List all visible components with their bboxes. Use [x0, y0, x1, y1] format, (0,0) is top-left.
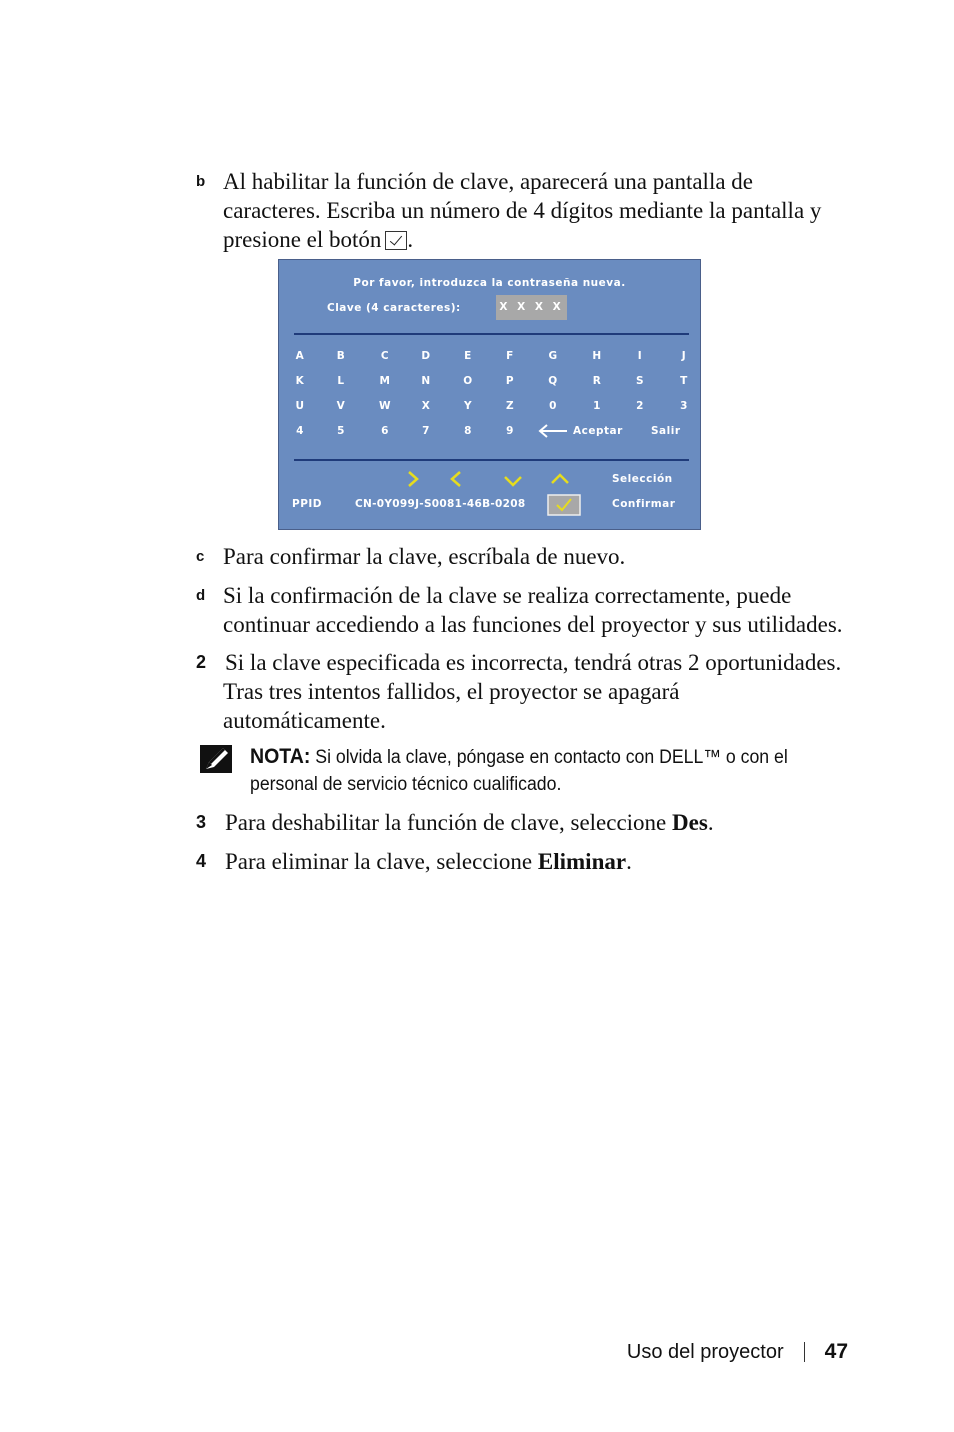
- key-a[interactable]: A: [295, 350, 305, 362]
- key-b[interactable]: B: [336, 350, 346, 362]
- confirm-check-icon: [547, 494, 581, 516]
- osd-title: Por favor, introduzca la contraseña nueva.: [353, 277, 626, 289]
- step-marker: 3: [196, 812, 207, 832]
- divider: [294, 459, 689, 461]
- key-3[interactable]: 3: [680, 400, 688, 412]
- selection-label: Selección: [612, 473, 673, 485]
- step-text: Para deshabilitar la función de clave, seleccione Des.: [225, 810, 714, 835]
- step-marker: c: [196, 548, 205, 565]
- key-t[interactable]: T: [680, 375, 688, 387]
- key-c[interactable]: C: [380, 350, 390, 362]
- key-1[interactable]: 1: [593, 400, 601, 412]
- key-h[interactable]: H: [592, 350, 602, 362]
- step-4: [196, 847, 876, 876]
- backspace-arrow-icon[interactable]: [537, 424, 569, 438]
- key-z[interactable]: Z: [505, 400, 515, 412]
- step-marker: b: [196, 173, 206, 190]
- key-o[interactable]: O: [463, 375, 473, 387]
- step-c: [196, 542, 876, 571]
- key-g[interactable]: G: [548, 350, 558, 362]
- key-6[interactable]: 6: [381, 425, 389, 437]
- key-x[interactable]: X: [421, 400, 431, 412]
- key-4[interactable]: 4: [296, 425, 304, 437]
- confirm-label: Confirmar: [612, 498, 676, 510]
- key-5[interactable]: 5: [337, 425, 345, 437]
- key-k[interactable]: K: [295, 375, 305, 387]
- key-l[interactable]: L: [337, 375, 345, 387]
- up-arrow-icon: [550, 469, 570, 489]
- key-2[interactable]: 2: [636, 400, 644, 412]
- step-marker: 2: [196, 652, 207, 672]
- step-text: Si la clave especificada es incorrecta, tendrá otras 2 oportunidades. Tras tres intentos fallidos, el proyector se apagará automáticamente.: [223, 650, 842, 733]
- key-j[interactable]: J: [681, 350, 687, 362]
- step-text: Al habilitar la función de clave, aparecerá una pantalla de caracteres. Escriba un número de 4 dígitos mediante la pantalla y presione el botón .: [223, 169, 822, 252]
- password-field[interactable]: X X X X: [496, 295, 567, 320]
- key-n[interactable]: N: [421, 375, 431, 387]
- key-q[interactable]: Q: [548, 375, 558, 387]
- right-arrow-icon: [403, 469, 423, 489]
- key-s[interactable]: S: [635, 375, 645, 387]
- note: NOTA: Si olvida la clave, póngase en contacto con DELL™ o con el personal de servicio técnico cualificado.: [250, 745, 788, 795]
- step-text: Si la confirmación de la clave se realiza correctamente, puede continuar accediendo a las funciones del proyector y sus utilidades.: [223, 583, 843, 637]
- key-9[interactable]: 9: [506, 425, 514, 437]
- down-arrow-icon: [503, 471, 523, 491]
- step-text: Para eliminar la clave, seleccione Eliminar.: [225, 849, 632, 874]
- note-lead: NOTA:: [250, 745, 311, 768]
- option-eliminar: Eliminar: [537, 849, 627, 874]
- key-f[interactable]: F: [506, 350, 514, 362]
- key-m[interactable]: M: [379, 375, 391, 387]
- key-8[interactable]: 8: [464, 425, 472, 437]
- option-des: Des: [672, 810, 708, 835]
- key-0[interactable]: 0: [549, 400, 557, 412]
- divider: [294, 333, 689, 335]
- page-number: 47: [824, 1340, 848, 1363]
- section-title: Uso del proyector: [626, 1341, 784, 1363]
- password-label: Clave (4 caracteres):: [327, 302, 461, 314]
- footer-divider: [804, 1342, 805, 1362]
- key-d[interactable]: D: [421, 350, 431, 362]
- ppid-label: PPID: [292, 498, 323, 510]
- exit-button[interactable]: Salir: [651, 425, 681, 437]
- step-b: [196, 167, 876, 254]
- step-2: [196, 648, 876, 735]
- key-7[interactable]: 7: [422, 425, 430, 437]
- key-u[interactable]: U: [295, 400, 305, 412]
- key-i[interactable]: I: [637, 350, 643, 362]
- key-v[interactable]: V: [336, 400, 346, 412]
- step-marker: 4: [196, 851, 207, 871]
- key-e[interactable]: E: [464, 350, 472, 362]
- key-y[interactable]: Y: [463, 400, 473, 412]
- note-pencil-icon: [200, 745, 232, 773]
- ppid-value: CN-0Y099J-S0081-46B-0208: [355, 498, 526, 510]
- accept-button[interactable]: Aceptar: [573, 425, 623, 437]
- key-p[interactable]: P: [505, 375, 515, 387]
- key-r[interactable]: R: [592, 375, 602, 387]
- step-d: [196, 581, 876, 639]
- password-screen: [278, 259, 701, 530]
- step-marker: d: [196, 587, 206, 604]
- step-text: Para confirmar la clave, escríbala de nuevo.: [223, 544, 626, 569]
- checkmark-icon: [385, 231, 407, 250]
- page-footer: [627, 1338, 848, 1366]
- left-arrow-icon: [446, 469, 466, 489]
- step-3: [196, 808, 876, 837]
- key-w[interactable]: W: [378, 400, 392, 412]
